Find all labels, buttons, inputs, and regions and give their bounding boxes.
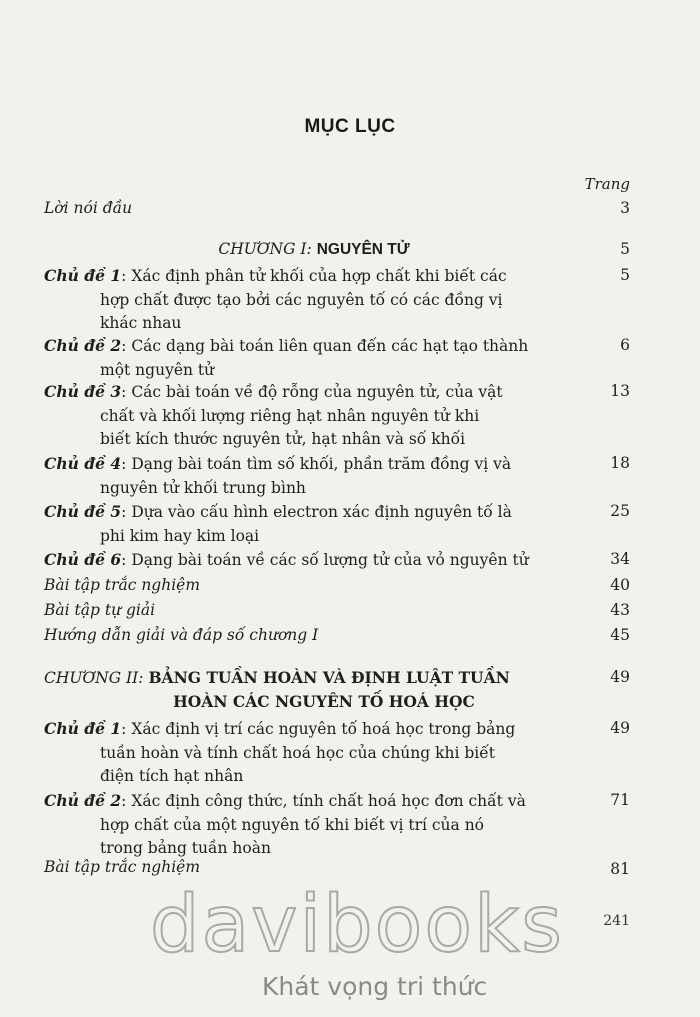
toc-entry-page: 18 bbox=[610, 454, 630, 472]
toc-intro-page: 3 bbox=[620, 199, 630, 217]
toc-extra-page: 45 bbox=[610, 626, 630, 644]
page-number: 241 bbox=[603, 913, 630, 929]
toc-extra: Hướng dẫn giải và đáp số chương I bbox=[44, 626, 319, 644]
toc-entry-page: 13 bbox=[610, 382, 630, 400]
toc-entry: Chủ đề 4: Dạng bài toán tìm số khối, phần trăm đồng vị và nguyên tử khối trung bình bbox=[44, 452, 544, 500]
toc-entry-line: phi kim hay kim loại bbox=[100, 526, 260, 545]
toc-entry-line: trong bảng tuần hoàn bbox=[100, 839, 271, 857]
toc-entry-tag: Chủ đề 6 bbox=[44, 550, 122, 569]
toc-extra: Bài tập tự giải bbox=[44, 601, 156, 619]
chapter2-name: CHƯƠNG II bbox=[44, 669, 139, 687]
chapter1-name: CHƯƠNG I bbox=[218, 240, 307, 258]
toc-entry-line: hợp chất được tạo bởi các nguyên tố có các đồng vị bbox=[100, 290, 503, 309]
toc-entry-page: 34 bbox=[610, 550, 630, 568]
chapter1-title: NGUYÊN TỬ bbox=[316, 241, 410, 258]
toc-entry-line: Dạng bài toán tìm số khối, phần trăm đồng vị và bbox=[131, 455, 512, 473]
watermark-tagline: Khát vọng tri thức bbox=[262, 972, 488, 1001]
toc-intro-label: Lời nói đầu bbox=[44, 199, 133, 217]
toc-entry-line: một nguyên tử bbox=[100, 360, 215, 379]
chapter1-sep: : bbox=[306, 240, 312, 258]
toc-entry: Chủ đề 5: Dựa vào cấu hình electron xác định nguyên tố là phi kim hay kim loại bbox=[44, 500, 544, 548]
toc-entry-tag: Chủ đề 2 bbox=[44, 336, 122, 355]
toc-extra-page: 43 bbox=[610, 601, 630, 619]
toc-entry-tag: Chủ đề 3 bbox=[44, 382, 122, 401]
toc-extra: Bài tập trắc nghiệm bbox=[44, 858, 201, 876]
toc-entry-line: biết kích thước nguyên tử, hạt nhân và số khối bbox=[100, 430, 466, 448]
toc-entry: Chủ đề 6: Dạng bài toán về các số lượng tử của vỏ nguyên tử bbox=[44, 550, 529, 569]
page-title: MỤC LỤC bbox=[304, 116, 396, 137]
chapter2-sep: : bbox=[138, 669, 144, 687]
toc-intro bbox=[44, 197, 544, 221]
toc-entry-line: Xác định công thức, tính chất hoá học đơn chất và bbox=[131, 792, 526, 810]
toc-entry-line: chất và khối lượng riêng hạt nhân nguyên tử khi bbox=[100, 406, 480, 425]
toc-entry-line: Dựa vào cấu hình electron xác định nguyên tố là bbox=[131, 503, 512, 521]
toc-entry: Chủ đề 2: Xác định công thức, tính chất hoá học đơn chất và hợp chất của một nguyên tố khi biết vị trí của nó trong bảng tuần hoàn bbox=[44, 789, 544, 861]
toc-entry-line: hợp chất của một nguyên tố khi biết vị trí của nó bbox=[100, 815, 485, 834]
chapter2-heading bbox=[44, 666, 564, 714]
toc-extra-page: 40 bbox=[610, 576, 630, 594]
toc-entry-line: Các bài toán về độ rỗng của nguyên tử, của vật bbox=[131, 383, 503, 401]
toc-entry-line: điện tích hạt nhân bbox=[100, 767, 244, 785]
toc-entry-line: nguyên tử khối trung bình bbox=[100, 478, 306, 497]
watermark-logo: davibooks bbox=[150, 880, 564, 970]
toc-entry-page: 71 bbox=[610, 791, 630, 809]
toc-entry-line: tuần hoàn và tính chất hoá học của chúng khi biết bbox=[100, 743, 496, 762]
toc-extra-page: 81 bbox=[610, 860, 630, 878]
page-column-header: Trang bbox=[584, 175, 630, 193]
toc-entry-tag: Chủ đề 1 bbox=[44, 266, 122, 285]
toc-entry-tag: Chủ đề 2 bbox=[44, 791, 122, 810]
toc-entry-line: Các dạng bài toán liên quan đến các hạt tạo thành bbox=[131, 337, 529, 355]
toc-entry-tag: Chủ đề 5 bbox=[44, 502, 122, 521]
toc-entry: Chủ đề 3: Các bài toán về độ rỗng của nguyên tử, của vật chất và khối lượng riêng hạt nhân nguyên tử khi biết kích thước nguyên tử, hạt nhân và số khối bbox=[44, 380, 544, 452]
toc-entry-line: Xác định phân tử khối của hợp chất khi biết các bbox=[131, 267, 507, 285]
chapter2-page: 49 bbox=[610, 668, 630, 686]
toc-entry-page: 5 bbox=[620, 266, 630, 284]
toc-entry: Chủ đề 2: Các dạng bài toán liên quan đến các hạt tạo thành một nguyên tử bbox=[44, 334, 544, 382]
chapter1-heading bbox=[44, 238, 584, 262]
toc-entry-page: 6 bbox=[620, 336, 630, 354]
toc-entry-page: 25 bbox=[610, 502, 630, 520]
toc-extra: Bài tập trắc nghiệm bbox=[44, 576, 201, 594]
toc-entry-tag: Chủ đề 1 bbox=[44, 719, 122, 738]
chapter1-page: 5 bbox=[620, 240, 630, 258]
chapter2-title-line1: BẢNG TUẦN HOÀN VÀ ĐỊNH LUẬT TUẦN bbox=[148, 668, 510, 687]
toc-entry-line: Xác định vị trí các nguyên tố hoá học trong bảng bbox=[131, 720, 516, 738]
toc-entry: Chủ đề 1: Xác định vị trí các nguyên tố hoá học trong bảng tuần hoàn và tính chất hoá học của chúng khi biết điện tích hạt nhân bbox=[44, 717, 544, 789]
toc-entry: Chủ đề 1: Xác định phân tử khối của hợp chất khi biết các hợp chất được tạo bởi các nguyên tố có các đồng vị khác nhau bbox=[44, 264, 544, 336]
toc-entry-tag: Chủ đề 4 bbox=[44, 454, 122, 473]
chapter2-title-line2: HOÀN CÁC NGUYÊN TỐ HOÁ HỌC bbox=[173, 692, 475, 711]
toc-entry-page: 49 bbox=[610, 719, 630, 737]
toc-entry-line: Dạng bài toán về các số lượng tử của vỏ nguyên tử bbox=[131, 551, 529, 569]
toc-entry-line: khác nhau bbox=[100, 314, 182, 332]
